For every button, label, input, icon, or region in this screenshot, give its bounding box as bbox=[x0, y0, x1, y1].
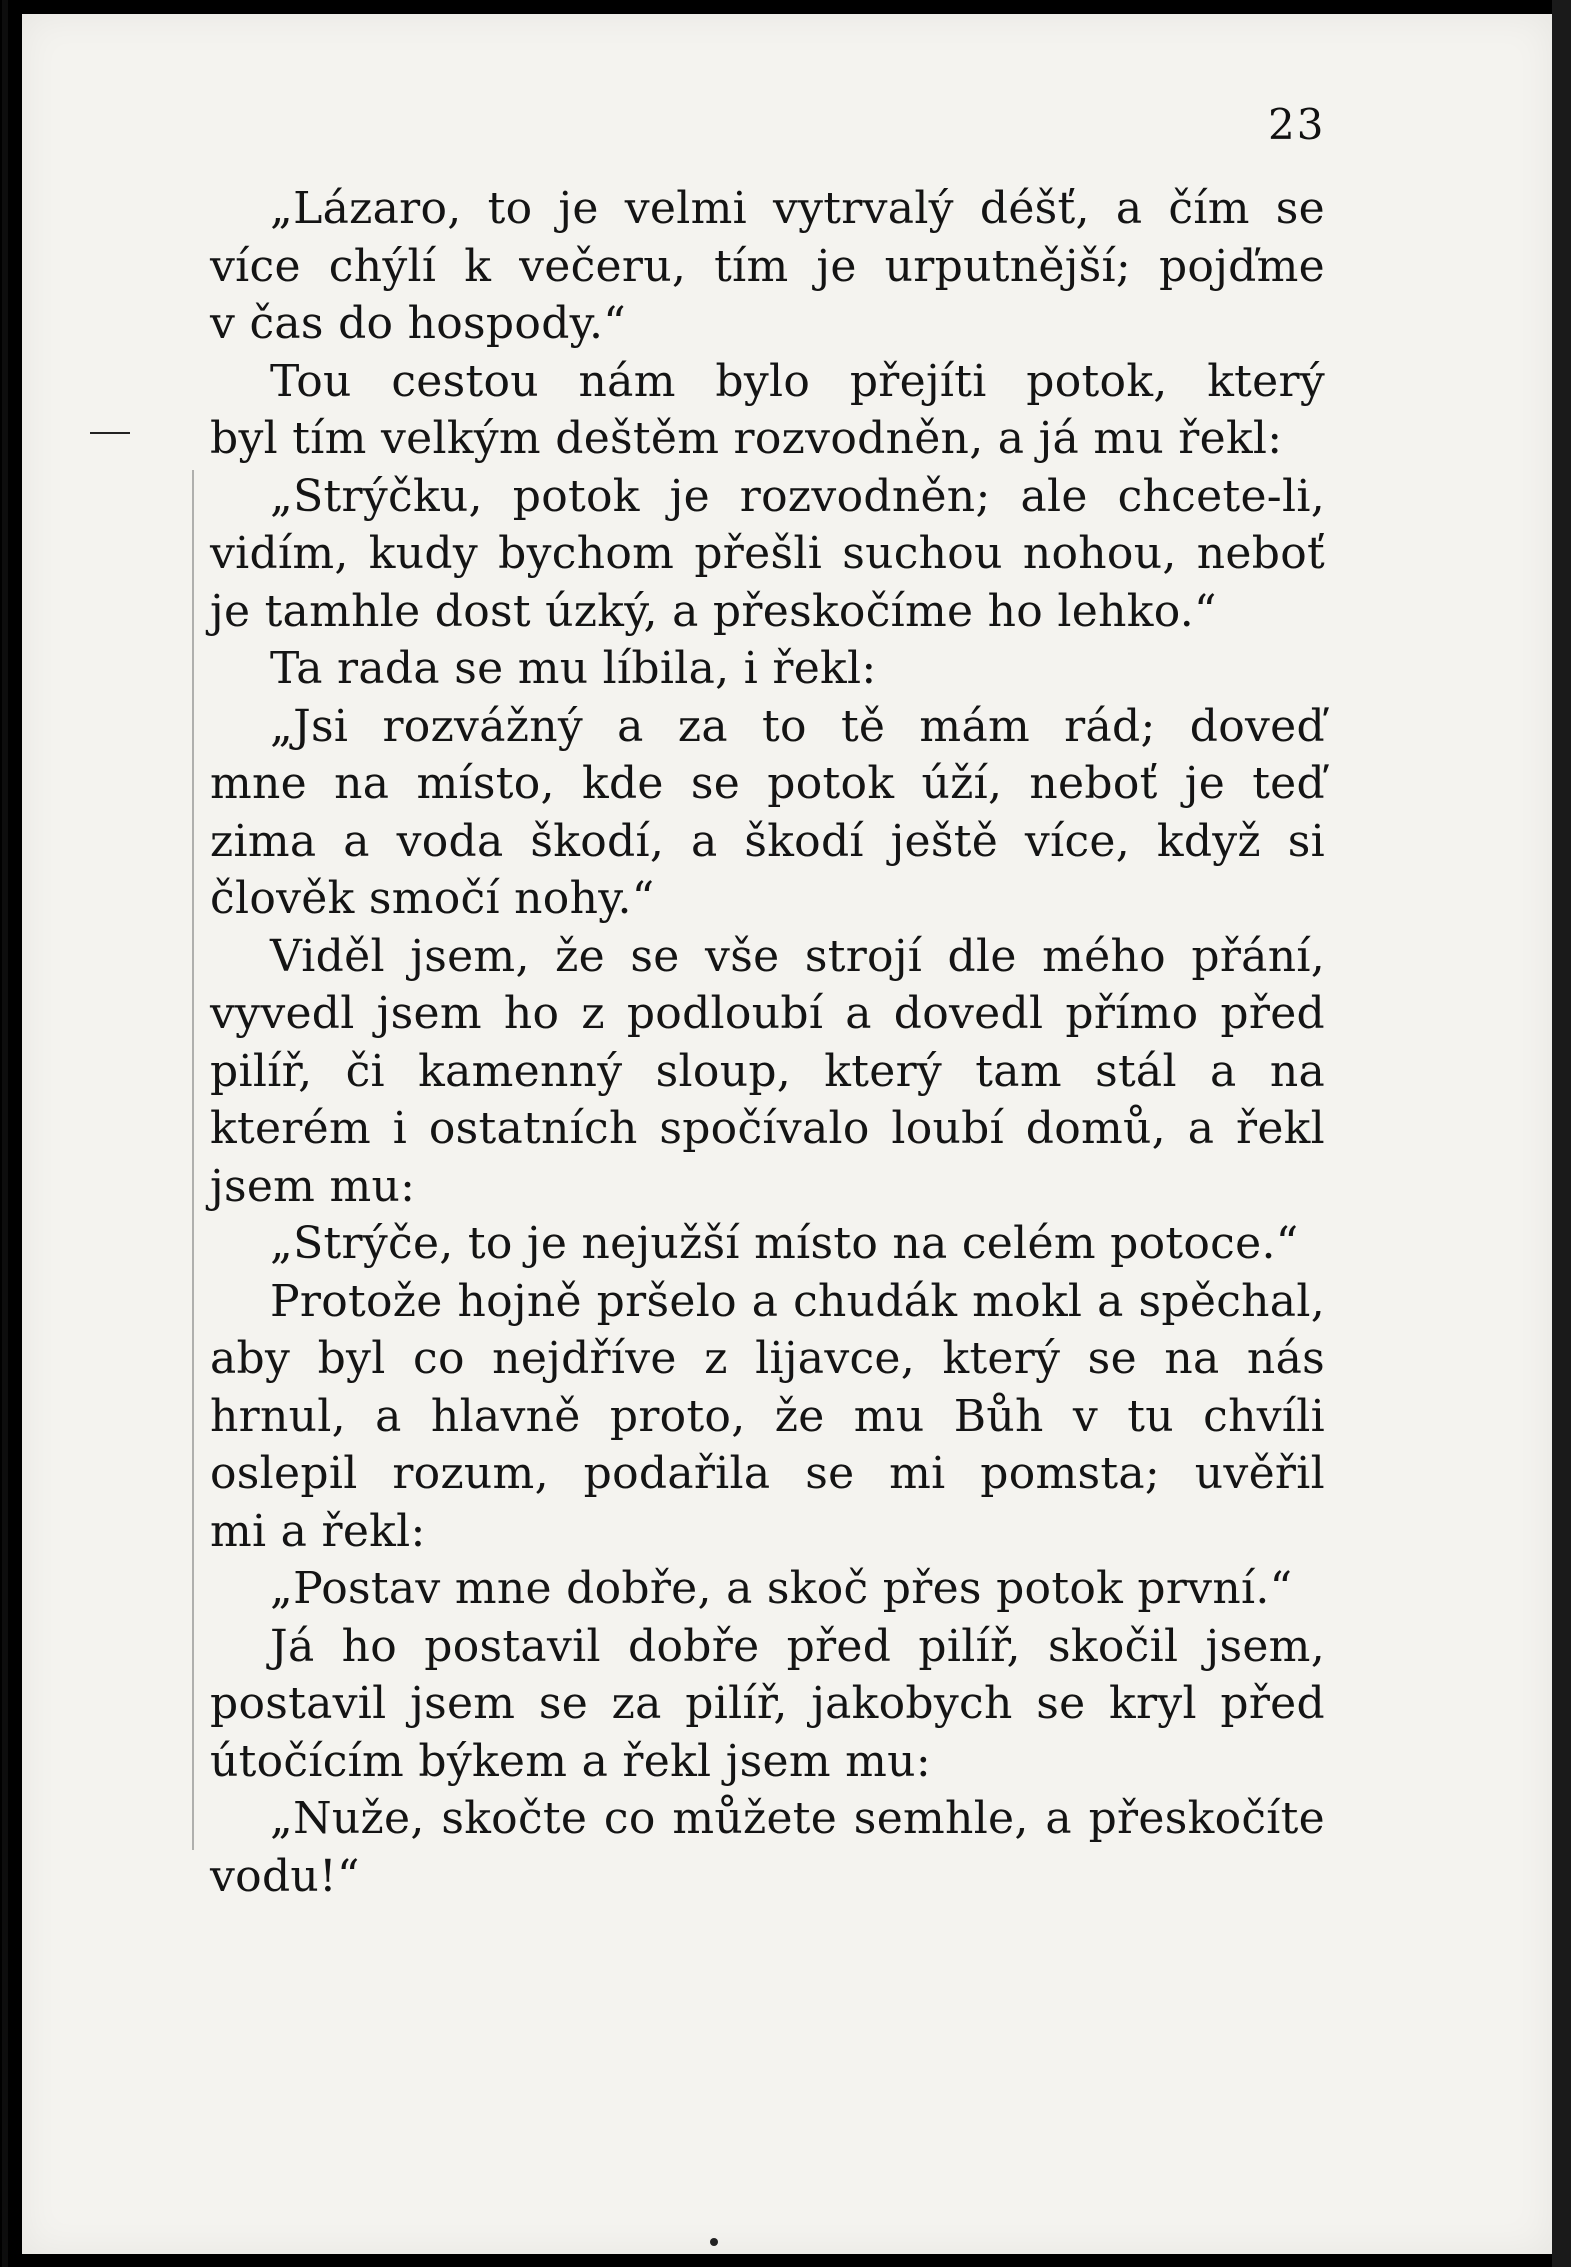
text-line: „Lázaro, to je velmi vytrvalý déšť, a čím se bbox=[270, 183, 1325, 234]
text-line: útočícím býkem a řekl jsem mu: bbox=[210, 1735, 931, 1787]
text-line: jsem mu: bbox=[210, 1160, 416, 1212]
text-line: hrnul, a hlavně proto, že mu Bůh v tu chvíli bbox=[210, 1390, 1325, 1442]
text-line: „Postav mne dobře, a skoč přes potok první.“ bbox=[270, 1563, 1293, 1614]
text-line: „Jsi rozvážný a za to tě mám rád; doveď bbox=[270, 700, 1325, 752]
text-line: pilíř, či kamenný sloup, který tam stál a na bbox=[210, 1045, 1325, 1097]
page-number: 23 bbox=[1268, 100, 1326, 149]
margin-rule bbox=[192, 470, 194, 1850]
body-text bbox=[210, 180, 1325, 1905]
text-line: vodu!“ bbox=[210, 1850, 360, 1902]
scan-left-border bbox=[2, 0, 8, 2267]
text-line: „Nuže, skočte co můžete semhle, a přeskočíte bbox=[270, 1793, 1325, 1844]
text-line: Protože hojně pršelo a chudák mokl a spěchal, bbox=[270, 1275, 1325, 1327]
text-line: postavil jsem se za pilíř, jakobych se kryl před bbox=[210, 1678, 1325, 1729]
text-line: byl tím velkým deštěm rozvodněn, a já mu řekl: bbox=[210, 413, 1283, 464]
text-line: člověk smočí nohy.“ bbox=[210, 873, 655, 924]
text-line: aby byl co nejdříve z lijavce, který se na nás bbox=[210, 1333, 1325, 1384]
text-line: „Strýče, to je nejužší místo na celém potoce.“ bbox=[270, 1218, 1299, 1269]
scan-right-border bbox=[1552, 0, 1571, 2267]
margin-mark bbox=[90, 432, 130, 434]
text-line: zima a voda škodí, a škodí ještě více, když si bbox=[210, 815, 1325, 867]
text-line: je tamhle dost úzký, a přeskočíme ho lehko.“ bbox=[210, 585, 1217, 637]
text-line: oslepil rozum, podařila se mi pomsta; uvěřil bbox=[210, 1448, 1325, 1499]
text-line: Ta rada se mu líbila, i řekl: bbox=[270, 643, 877, 694]
text-line: kterém i ostatních spočívalo loubí domů, a řekl bbox=[210, 1103, 1325, 1154]
text-line: „Strýčku, potok je rozvodněn; ale chcete-li, bbox=[270, 470, 1325, 522]
print-speck bbox=[710, 2238, 718, 2246]
text-line: Tou cestou nám bylo přejíti potok, který bbox=[270, 355, 1325, 407]
text-line: Já ho postavil dobře před pilíř, skočil jsem, bbox=[270, 1620, 1325, 1672]
text-line: mne na místo, kde se potok úží, neboť je teď bbox=[210, 758, 1325, 809]
text-line: více chýlí k večeru, tím je urputnější; pojďme bbox=[210, 240, 1325, 292]
text-line: vidím, kudy bychom přešli suchou nohou, neboť bbox=[210, 528, 1325, 579]
text-line: Viděl jsem, že se vše strojí dle mého přání, bbox=[270, 930, 1325, 982]
text-line: v čas do hospody.“ bbox=[210, 298, 627, 349]
text-line: mi a řekl: bbox=[210, 1505, 426, 1557]
text-line: vyvedl jsem ho z podloubí a dovedl přímo před bbox=[210, 988, 1325, 1039]
